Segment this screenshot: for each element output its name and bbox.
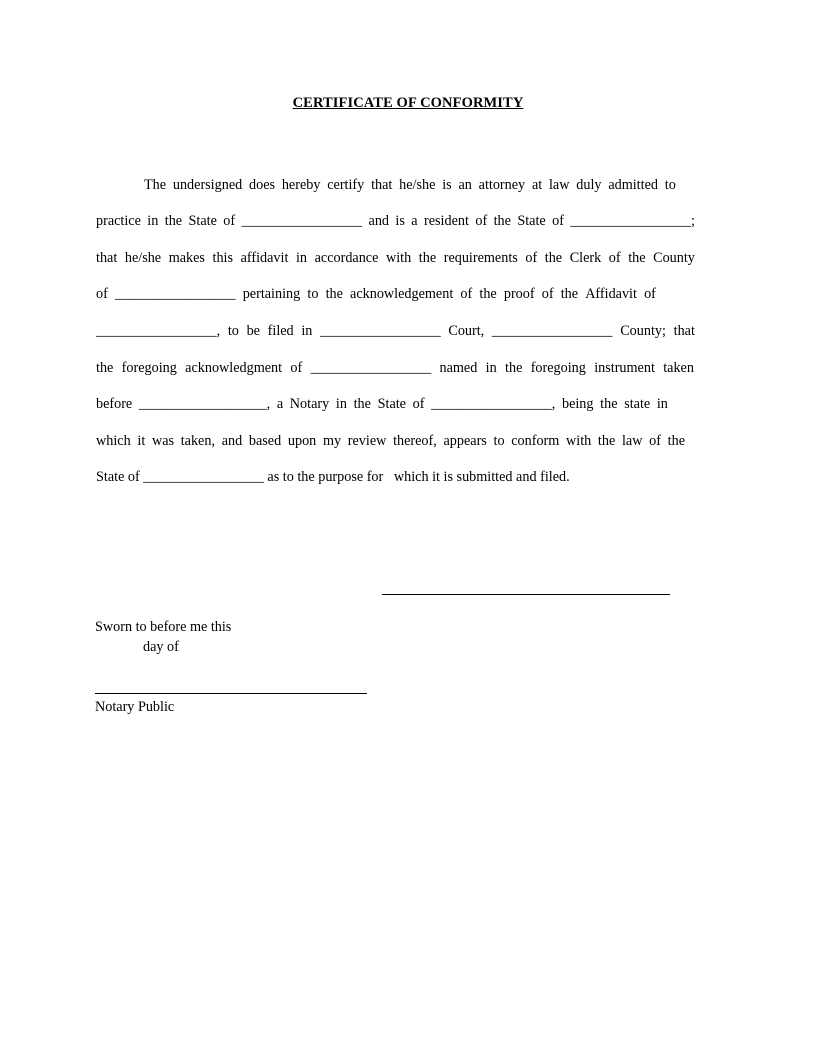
body-line-1: The undersigned does hereby certify that he/she is an attorney at law duly admitted to bbox=[144, 177, 676, 193]
body-line-5: _________________, to be filed in _________________ Court, _________________ County; that bbox=[96, 323, 695, 339]
sworn-text: Sworn to before me this bbox=[95, 619, 232, 635]
notary-signature-line bbox=[95, 693, 367, 694]
body-line-7: before __________________, a Notary in the State of _________________, being the state in bbox=[96, 396, 668, 412]
body-line-9: State of _________________ as to the purpose for which it is submitted and filed. bbox=[96, 469, 570, 485]
body-line-2: practice in the State of _________________ and is a resident of the State of _________________; bbox=[96, 213, 695, 229]
body-line-6: the foregoing acknowledgment of _________________ named in the foregoing instrument taken bbox=[96, 360, 694, 376]
day-of-text: day of bbox=[143, 639, 179, 655]
body-line-3: that he/she makes this affidavit in accordance with the requirements of the Clerk of the County bbox=[96, 250, 695, 266]
document-title: CERTIFICATE OF CONFORMITY bbox=[292, 95, 524, 111]
notary-public-label: Notary Public bbox=[95, 699, 175, 715]
attorney-signature-line bbox=[382, 594, 670, 595]
body-line-4: of _________________ pertaining to the acknowledgement of the proof of the Affidavit of bbox=[96, 286, 656, 302]
body-line-8: which it was taken, and based upon my review thereof, appears to conform with the law of the bbox=[96, 433, 685, 449]
